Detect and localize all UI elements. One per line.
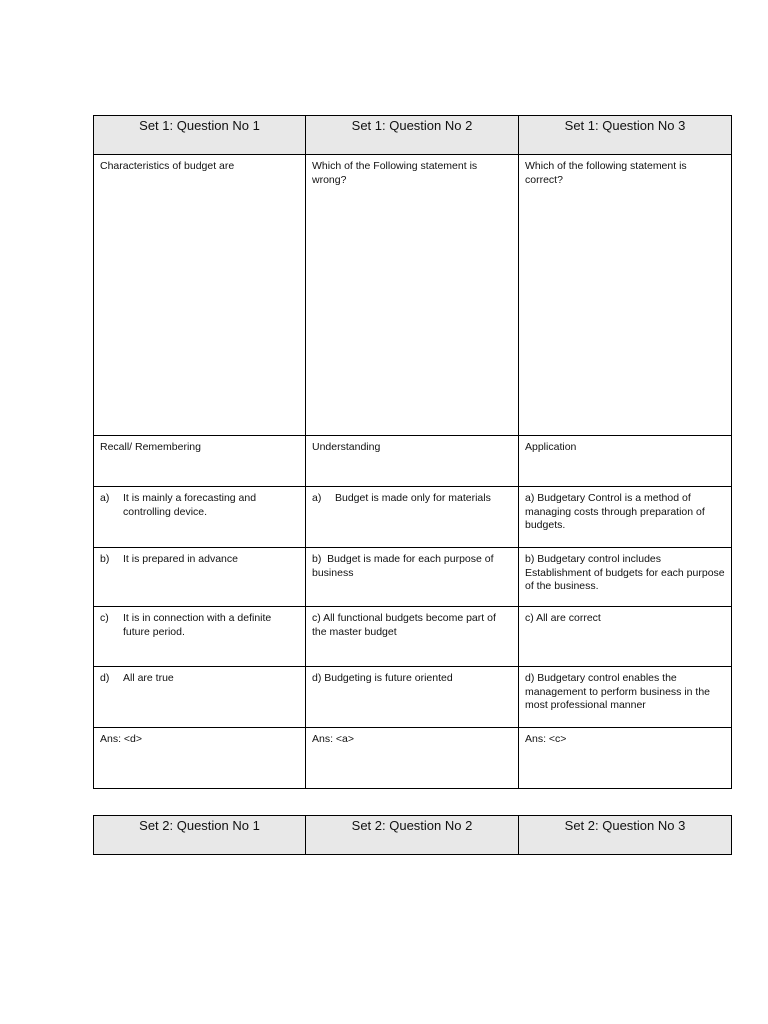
set1-option-b-row <box>94 548 732 607</box>
set1-q2-option-a <box>306 487 519 548</box>
option-letter: a) <box>312 492 322 504</box>
set2-question-table <box>93 815 732 855</box>
option-text: It is prepared in advance <box>123 553 238 565</box>
set1-q2-answer: Ans: <a> <box>306 728 519 789</box>
option-letter: d) <box>100 672 110 684</box>
option-text: Budget is made only for materials <box>335 492 491 504</box>
set1-level-row <box>94 436 732 487</box>
option-letter: a) <box>100 492 110 504</box>
set1-q3-level: Application <box>519 436 732 487</box>
option-text: All are true <box>123 672 174 684</box>
set1-option-a-row <box>94 487 732 548</box>
set1-q1-option-b <box>94 548 306 607</box>
set1-question-2-header: Set 1: Question No 2 <box>306 116 519 155</box>
set1-q2-option-b: b) Budget is made for each purpose of business <box>306 548 519 607</box>
set1-stem-row <box>94 155 732 436</box>
set1-answer-row <box>94 728 732 789</box>
set1-q3-option-d: d) Budgetary control enables the management to perform business in the most professional manner <box>519 667 732 728</box>
option-text: It is in connection with a definite future period. <box>123 612 272 638</box>
set1-question-3-header: Set 1: Question No 3 <box>519 116 732 155</box>
set1-q1-option-d <box>94 667 306 728</box>
set1-q3-stem: Which of the following statement is correct? <box>519 155 732 436</box>
set1-q1-option-a <box>94 487 306 548</box>
set1-q2-stem: Which of the Following statement is wrong? <box>306 155 519 436</box>
set1-q1-option-c <box>94 607 306 667</box>
option-letter: b) <box>100 553 110 565</box>
set1-question-1-header: Set 1: Question No 1 <box>94 116 306 155</box>
set1-q2-option-d: d) Budgeting is future oriented <box>306 667 519 728</box>
set1-q1-answer: Ans: <d> <box>94 728 306 789</box>
set1-q2-level: Understanding <box>306 436 519 487</box>
set2-question-1-header: Set 2: Question No 1 <box>94 816 306 855</box>
option-text: It is mainly a forecasting and controlling device. <box>123 492 257 518</box>
option-letter: c) <box>100 612 109 624</box>
set1-q3-answer: Ans: <c> <box>519 728 732 789</box>
set1-option-c-row <box>94 607 732 667</box>
set2-question-3-header: Set 2: Question No 3 <box>519 816 732 855</box>
set2-question-2-header: Set 2: Question No 2 <box>306 816 519 855</box>
set1-q3-option-a: a) Budgetary Control is a method of managing costs through preparation of budgets. <box>519 487 732 548</box>
set1-q3-option-b: b) Budgetary control includes Establishment of budgets for each purpose of the business. <box>519 548 732 607</box>
set2-header-row <box>94 816 732 855</box>
set1-option-d-row <box>94 667 732 728</box>
set1-q2-option-c: c) All functional budgets become part of the master budget <box>306 607 519 667</box>
set1-question-table <box>93 115 732 789</box>
set1-q3-option-c: c) All are correct <box>519 607 732 667</box>
set1-q1-level: Recall/ Remembering <box>94 436 306 487</box>
set1-q1-stem: Characteristics of budget are <box>94 155 306 436</box>
set1-header-row <box>94 116 732 155</box>
